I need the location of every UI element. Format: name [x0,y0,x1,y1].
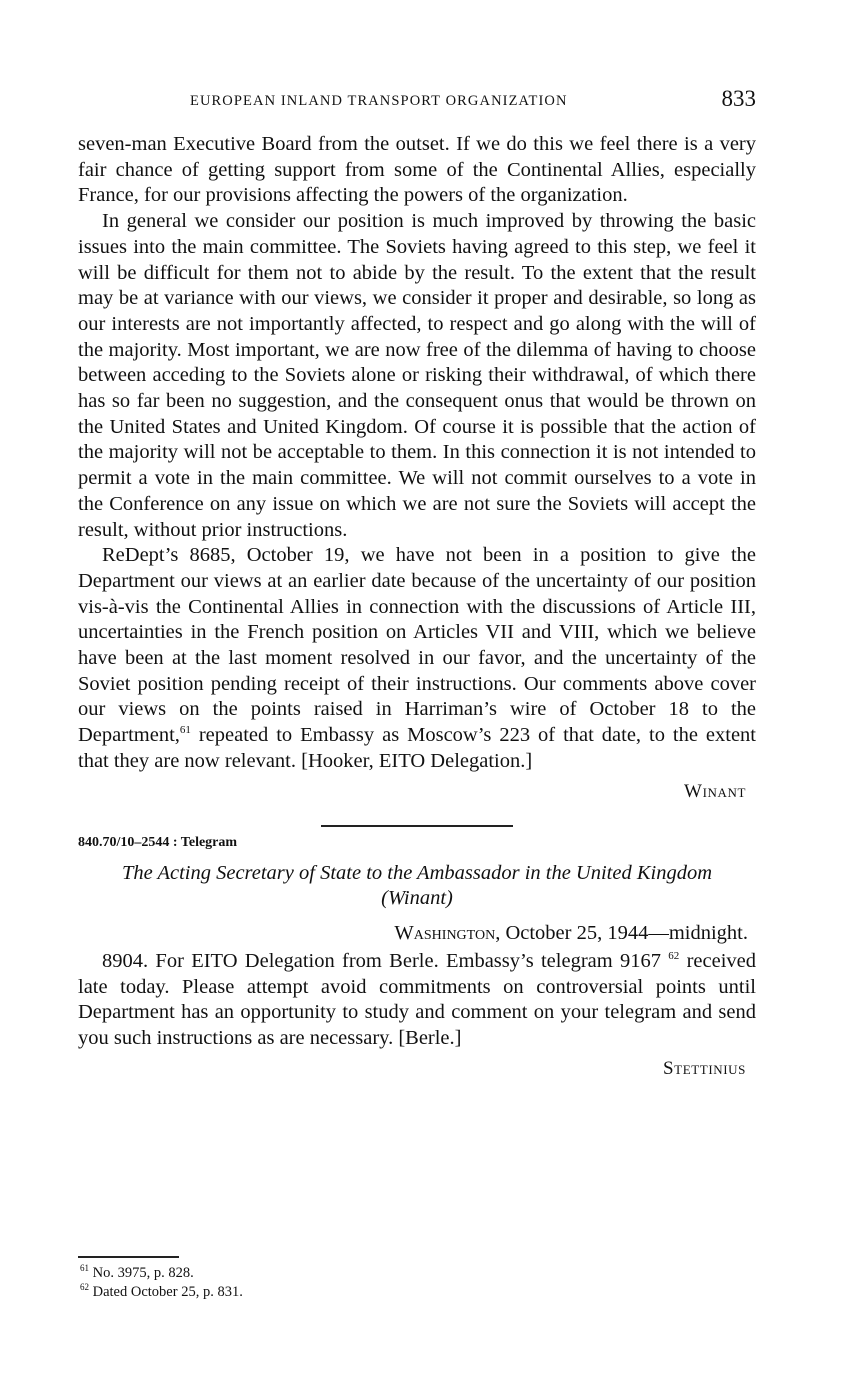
dateline-date: , October 25, 1944—midnight. [495,921,748,944]
paragraph-2: In general we consider our position is much improved by throwing the basic issues into the main committee. The Soviets having agreed to this step, we feel it will be difficult for them not to abide by the result. To the extent that the result may be at variance with our views, we consider it proper and desirable, so long as our interests are not importantly affected, to respect and go along with the will of the majority. Most important, we are now free of the dilemma of having to choose between acceding to the Soviets alone or risking their withdrawal, of which there has so far been no suggestion, and the consequent onus that would be thrown on the United States and United Kingdom. Of course it is possible that the action of the majority will not be acceptable to them. In this connection it is not intended to permit a vote in the main committee. We will not commit ourselves to a vote in the Conference on any issue on which we are not sure the Soviets will accept the result, without prior instructions. [78,210,756,541]
paragraph-3 [78,543,756,774]
footnote-text: Dated October 25, p. 831. [92,1284,243,1300]
footnote-divider [78,1256,179,1258]
main-text [78,132,756,1080]
footnotes [80,1264,243,1302]
footnote-text: No. 3975, p. 828. [92,1265,194,1281]
page-number: 833 [721,86,756,111]
paragraph-3-text-a: ReDept’s 8685, October 19, we have not been in a position to give the Department our views at an earlier date because of the uncertainty of our position vis-à-vis the Continental Allies in connection with the discussions of Article III, uncertainties in the French position on Articles VII and VIII, which we believe have been at the last moment resolved in our favor, and the uncertainty of the Soviet position pending receipt of their instructions. Our comments above cover our views on the points raised in Harriman’s wire of October 18 to the Department, [78,544,756,747]
paragraph-3-text-b: repeated to Embassy as Moscow’s 223 of that date, to the extent that they are now relevant. [Hooker, EITO Delegation.] [78,724,756,772]
footnote-61 [80,1264,243,1283]
dateline [78,922,748,945]
dateline-place: Washington [394,921,496,944]
signature-winant: Winant [684,780,746,802]
footnote-marker: 62 [80,1282,89,1293]
document-reference: 840.70/10–2544 : Telegram [78,834,238,850]
footnote-62 [80,1283,243,1302]
footnote-marker: 61 [80,1263,89,1274]
footnote-ref-62: 62 [668,950,680,963]
telegram-paragraph [78,949,756,1052]
telegram-text-b: received late today. Please attempt avoid commitments on controversial points until Department has an opportunity to study and comment on your telegram and send you such instructions as are necessary. [Berle.] [78,949,756,1050]
paragraph-1: seven-man Executive Board from the outset. If we do this we feel there is a very fair chance of getting support from some of the Continental Allies, especially France, for our provisions affecting the powers of the organization. [78,133,756,207]
telegram-text-a: 8904. For EITO Delegation from Berle. Embassy’s telegram 9167 [102,949,661,972]
signature-stettinius: Stettinius [663,1057,746,1079]
document-title: The Acting Secretary of State to the Ambassador in the United Kingdom (Winant) [121,861,713,910]
running-head: EUROPEAN INLAND TRANSPORT ORGANIZATION [190,93,568,109]
section-divider [321,825,513,827]
footnote-ref-61: 61 [179,724,191,737]
page-header [78,88,756,118]
